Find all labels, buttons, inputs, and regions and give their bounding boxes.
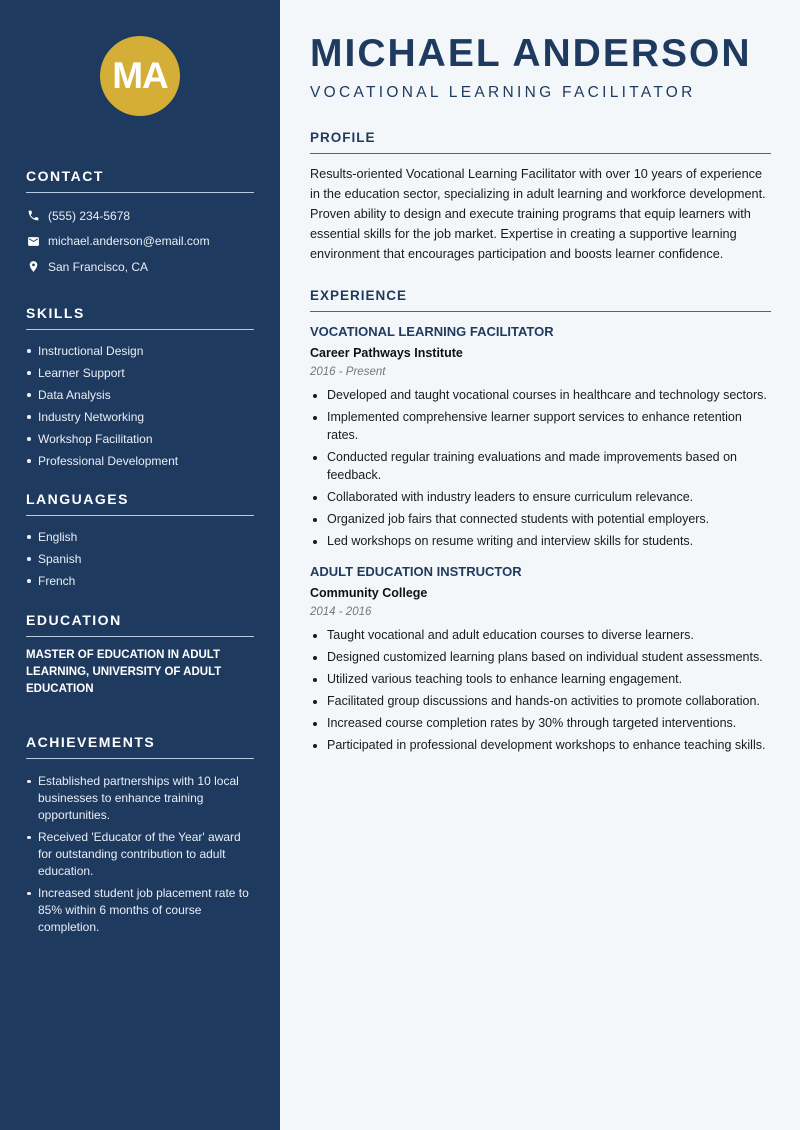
job-bullet: Participated in professional development workshops to enhance teaching skills.: [310, 736, 771, 754]
language-item: Spanish: [26, 548, 254, 570]
skill-item: Industry Networking: [26, 406, 254, 428]
job-bullet: Developed and taught vocational courses in healthcare and technology sectors.: [310, 386, 771, 404]
phone-icon: [26, 209, 40, 223]
job-bullets: [310, 386, 771, 550]
main-content: [280, 0, 800, 1130]
job-bullets: [310, 626, 771, 754]
job-bullet: Increased course completion rates by 30% through targeted interventions.: [310, 714, 771, 732]
languages-section: [26, 491, 254, 592]
education-section: [26, 612, 254, 698]
language-item: French: [26, 570, 254, 592]
job-company: Community College: [310, 586, 428, 600]
candidate-title: VOCATIONAL LEARNING FACILITATOR: [310, 84, 696, 101]
job-company: Career Pathways Institute: [310, 346, 463, 360]
contact-phone: [26, 203, 254, 229]
achievements-list: [26, 773, 254, 936]
skill-item: Learner Support: [26, 362, 254, 384]
location-text: San Francisco, CA: [48, 259, 149, 274]
experience-heading: EXPERIENCE: [310, 288, 771, 312]
candidate-name: MICHAEL ANDERSON: [310, 32, 752, 75]
achievement-item: Received 'Educator of the Year' award for outstanding contribution to adult education.: [26, 829, 254, 880]
achievements-section: [26, 734, 254, 936]
contact-location: [26, 254, 254, 280]
location-pin-icon: [26, 260, 40, 274]
email-text: michael.anderson@email.com: [48, 234, 210, 249]
profile-heading: PROFILE: [310, 130, 771, 154]
job-dates: 2014 - 2016: [310, 606, 372, 618]
profile-section: [310, 130, 771, 264]
education-heading: EDUCATION: [26, 612, 254, 637]
language-item: English: [26, 526, 254, 548]
skill-item: Workshop Facilitation: [26, 428, 254, 450]
contact-section: [26, 168, 254, 280]
avatar: [100, 36, 180, 116]
job-bullet: Facilitated group discussions and hands-on activities to promote collaboration.: [310, 692, 771, 710]
skills-section: [26, 305, 254, 472]
achievement-item: Established partnerships with 10 local businesses to enhance training opportunities.: [26, 773, 254, 824]
experience-section: [310, 288, 771, 754]
skills-list: [26, 340, 254, 472]
achievement-item: Increased student job placement rate to 85% within 6 months of course completion.: [26, 885, 254, 936]
job-title: ADULT EDUCATION INSTRUCTOR: [310, 564, 522, 579]
skills-heading: SKILLS: [26, 305, 254, 330]
job-dates: 2016 - Present: [310, 366, 386, 378]
email-icon: [26, 234, 40, 248]
skill-item: Instructional Design: [26, 340, 254, 362]
job-title: VOCATIONAL LEARNING FACILITATOR: [310, 324, 554, 339]
job-bullet: Implemented comprehensive learner support services to enhance retention rates.: [310, 408, 771, 444]
education-degree: MASTER OF EDUCATION IN ADULT LEARNING, UNIVERSITY OF ADULT EDUCATION: [26, 648, 222, 695]
job-bullet: Conducted regular training evaluations and made improvements based on feedback.: [310, 448, 771, 484]
sidebar: [0, 0, 280, 1130]
skill-item: Data Analysis: [26, 384, 254, 406]
job-bullet: Taught vocational and adult education courses to diverse learners.: [310, 626, 771, 644]
contact-heading: CONTACT: [26, 168, 254, 193]
achievements-heading: ACHIEVEMENTS: [26, 734, 254, 759]
job-bullet: Designed customized learning plans based on individual student assessments.: [310, 648, 771, 666]
languages-list: [26, 526, 254, 592]
job-bullet: Led workshops on resume writing and interview skills for students.: [310, 532, 771, 550]
job-bullet: Collaborated with industry leaders to ensure curriculum relevance.: [310, 488, 771, 506]
contact-email: [26, 229, 254, 255]
job-bullet: Utilized various teaching tools to enhance learning engagement.: [310, 670, 771, 688]
languages-heading: LANGUAGES: [26, 491, 254, 516]
skill-item: Professional Development: [26, 450, 254, 472]
profile-text: Results-oriented Vocational Learning Facilitator with over 10 years of experience in the education sector, specializing in adult learning and workforce development. Proven ability to design and execute training programs that equip learners with essential skills for the job market. Expertise in creating a supportive learning environment that encourages participation and boosts learner confidence.: [310, 167, 766, 261]
job-entry: [310, 564, 771, 754]
phone-text: (555) 234-5678: [48, 208, 131, 223]
avatar-initials: MA: [112, 55, 168, 96]
job-bullet: Organized job fairs that connected students with potential employers.: [310, 510, 771, 528]
job-entry: [310, 324, 771, 550]
